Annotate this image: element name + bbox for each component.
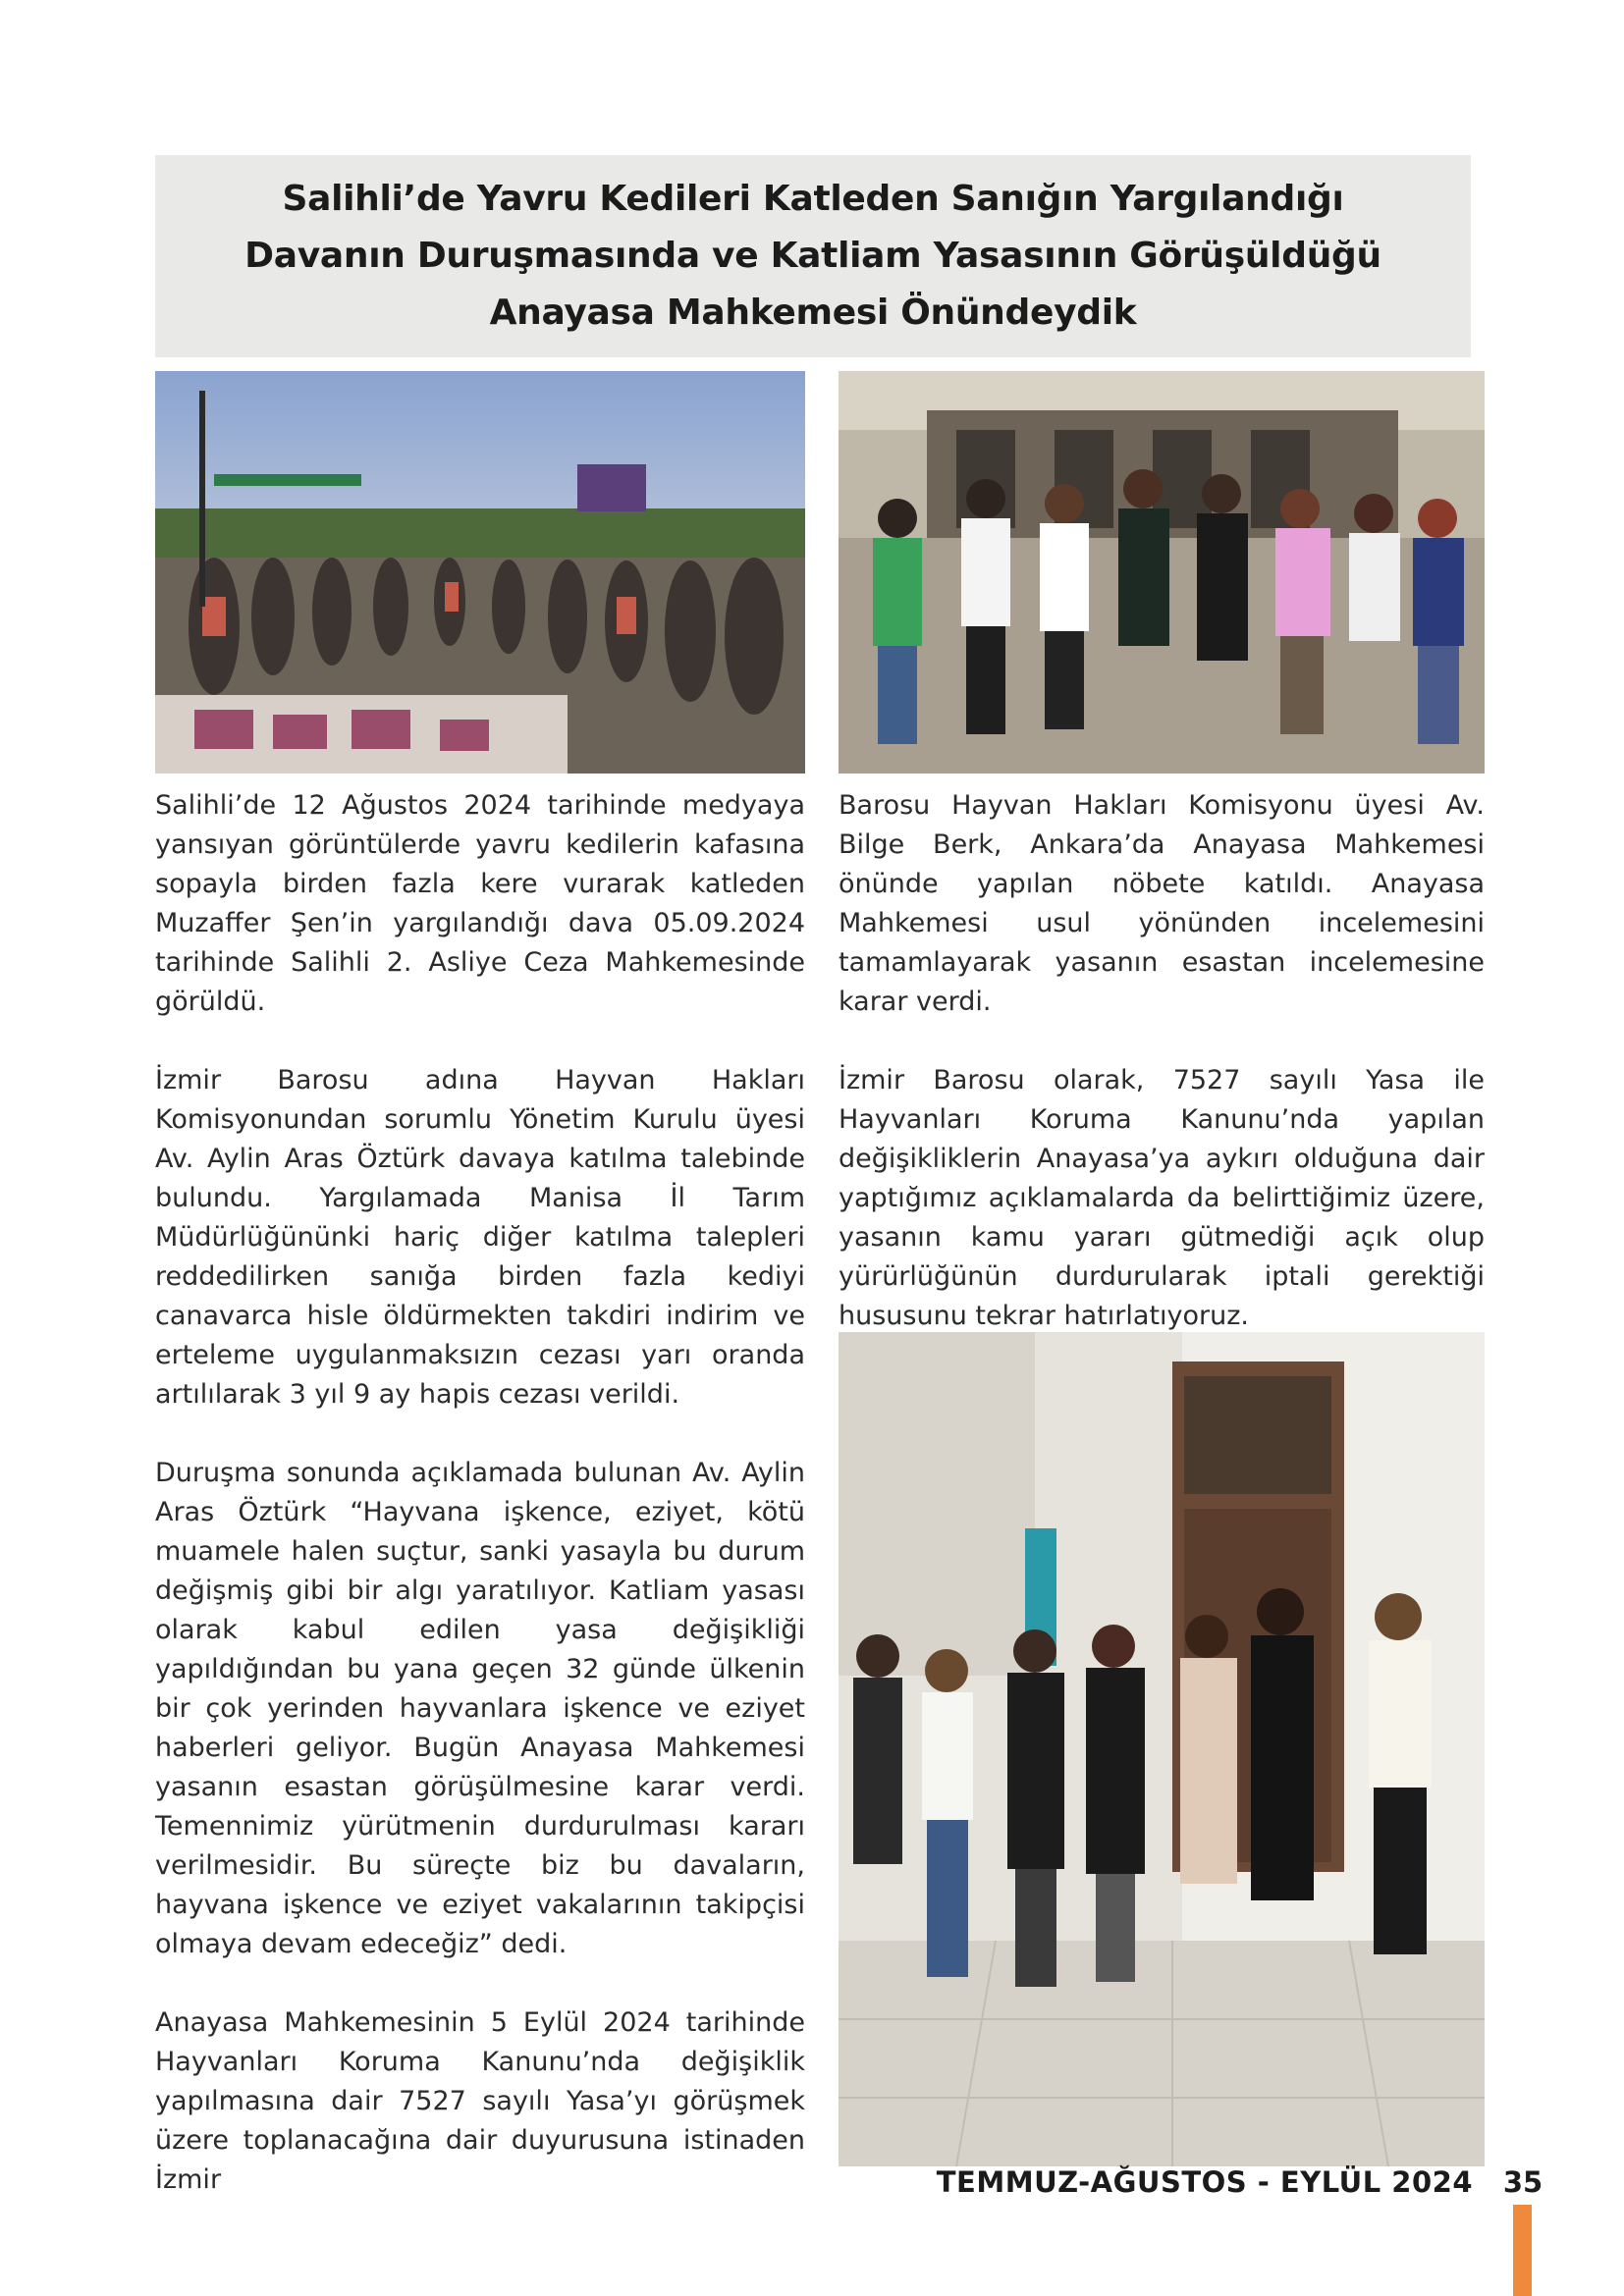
left-paragraph-3: Duruşma sonunda açıklamada bulunan Av. Aylin Aras Öztürk “Hayvana işkence, eziyet, kötü muamele halen suçtur, sanki yasayla bu durum değişmiş gibi bir algı yaratılıyor. Katliam yasası olarak kabul edilen yasa değişikliği yapıldığından bu yana geçen 32 günde ülkenin bir çok yerinden hayvanlara işkence ve eziyet haberleri geliyor. Bugün Anayasa Mahkemesi yasanın esastan görüşülmesine karar verdi. Temennimiz yürütmenin durdurulması kararı verilmesidir. Bu süreçte biz bu davaların, hayvana işkence ve eziyet vakalarının takipçisi olmaya devam edeceğiz” dedi.	[155, 1458, 805, 1959]
protest-photo	[155, 371, 805, 774]
left-paragraph-4: Anayasa Mahkemesinin 5 Eylül 2024 tarihinde Hayvanları Koruma Kanunu’nda değişiklik yapılmasına dair 7527 sayılı Yasa’yı görüşmek üzere toplanacağına dair duyurusuna istinaden İzmir	[155, 2007, 805, 2195]
headline-line-2: Davanın Duruşmasında ve Katliam Yasasının Görüşüldüğü	[244, 236, 1381, 276]
issue-label: TEMMUZ-AĞUSTOS - EYLÜL 2024	[936, 2165, 1473, 2199]
left-paragraph-1: Salihli’de 12 Ağustos 2024 tarihinde medyaya yansıyan görüntülerde yavru kedilerin kafasına sopayla birden fazla kere vurarak katleden Muzaffer Şen’in yargılandığı dava 05.09.2024 tarihinde Salihli 2. Asliye Ceza Mahkemesinde görüldü.	[155, 790, 805, 1017]
page-number: 35	[1502, 2165, 1543, 2199]
court-group-photo	[839, 371, 1485, 774]
courthouse-corridor-photo	[839, 1332, 1485, 2166]
left-paragraph-2: İzmir Barosu adına Hayvan Hakları Komisyonundan sorumlu Yönetim Kurulu üyesi Av. Aylin Aras Öztürk davaya katılma talebinde bulundu. Yargılamada Manisa İl Tarım Müdürlüğününki hariç diğer katılma talepleri reddedilirken sanığa birden fazla kediyi canavarca hisle öldürmekten takdiri indirim ve erteleme uygulanmaksızın cezası yarı oranda artılılarak 3 yıl 9 ay hapis cezası verildi.	[155, 1065, 805, 1410]
accent-bar	[1513, 2205, 1532, 2296]
headline-box	[155, 155, 1471, 357]
headline-line-1: Salihli’de Yavru Kedileri Katleden Sanığın Yargılandığı	[282, 179, 1344, 219]
right-paragraph-1: Barosu Hayvan Hakları Komisyonu üyesi Av. Bilge Berk, Ankara’da Anayasa Mahkemesi önünde yapılan nöbete katıldı. Anayasa Mahkemesi usul yönünden incelemesini tamamlayarak yasanın esastan incelemesine karar verdi.	[839, 790, 1485, 1017]
article-right-column	[839, 786, 1485, 1336]
article-left-column	[155, 786, 805, 2200]
right-paragraph-2: İzmir Barosu olarak, 7527 sayılı Yasa ile Hayvanları Koruma Kanunu’nda yapılan değişikliklerin Anayasa’ya aykırı olduğuna dair yaptığımız açıklamalarda da belirttiğimiz üzere, yasanın kamu yararı gütmediği açık olup yürürlüğünün durdurularak iptali gerektiği hususunu tekrar hatırlatıyoruz.	[839, 1065, 1485, 1331]
headline-line-3: Anayasa Mahkemesi Önündeydik	[489, 293, 1137, 333]
